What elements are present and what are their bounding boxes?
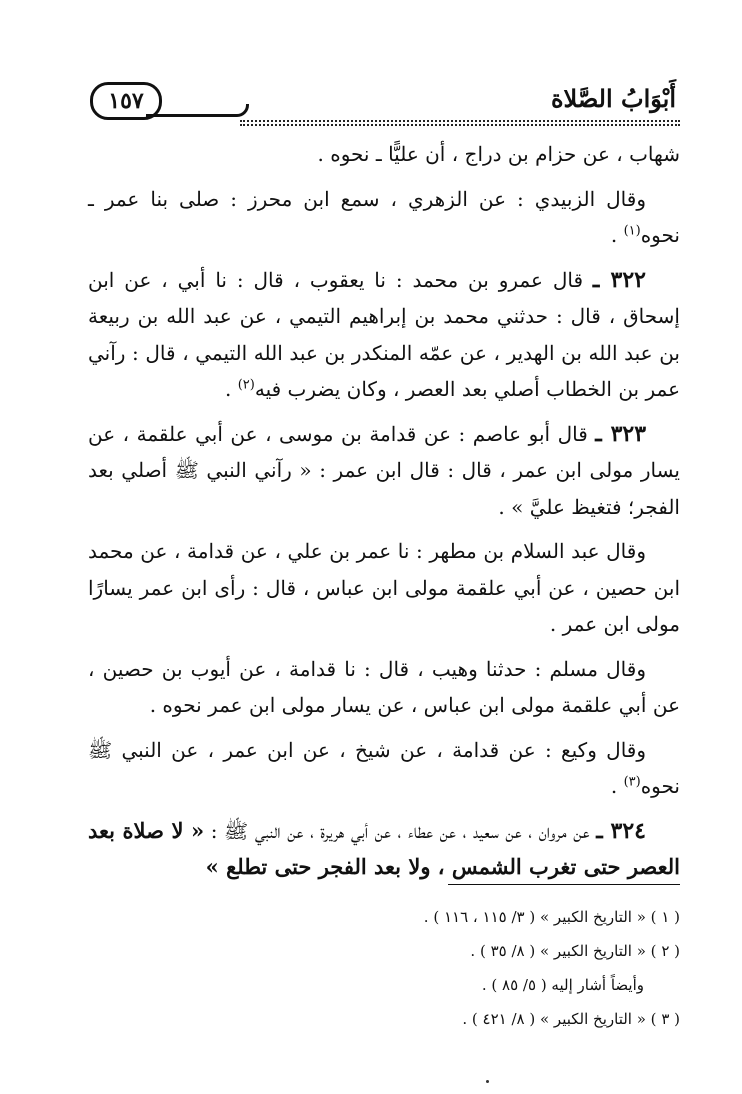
paragraph-text: وقال وكيع : عن قدامة ، عن شيخ ، عن ابن عمر ، عن النبي ﷺ نحوه (88, 737, 680, 798)
paragraph-text: وقال الزبيدي : عن الزهري ، سمع ابن محرز : صلى بنا عمر ـ نحوه (88, 186, 680, 247)
paragraph (88, 181, 680, 254)
hadith-number: ٣٢٣ ـ (595, 420, 647, 447)
paragraph (88, 533, 680, 643)
paragraph-continuation (88, 136, 680, 173)
paragraph-text: عن مروان ، عن سعيد ، عن عطاء ، عن أبي هريرة ، عن النبي ﷺ : (204, 818, 597, 843)
page-mark (486, 1080, 489, 1083)
footnote-3: ( ٣ ) « التاريخ الكبير » ( ٨/ ٤٢١ ) . (462, 1010, 680, 1028)
footnotes (120, 900, 680, 1036)
paragraph-tail: . (610, 223, 624, 247)
paragraph-text: قال أبو عاصم : عن قدامة بن موسى ، عن أبي علقمة ، عن يسار مولى ابن عمر ، قال : قال ابن عمر : « رآني النبي ﷺ أصلي بعد الفجر؛ فتغيظ عليَّ » . (88, 421, 680, 519)
paragraph-text: قال عمرو بن محمد : نا يعقوب ، قال : نا أبي ، عن ابن إسحاق ، قال : حدثني محمد بن إبراهيم التيمي ، عن عبد الله بن ربيعة بن عبد الله بن الهدير ، عن عمّه المنكدر بن عبد الله التيمي ، قال : رآني عمر بن الخطاب أصلي بعد العصر ، وكان يضرب فيه (88, 267, 680, 401)
footnote-1: ( ١ ) « التاريخ الكبير » ( ٣/ ١١٥ ، ١١٦ ) . (423, 908, 680, 926)
paragraph-text: شهاب ، عن حزام بن دراج ، أن عليًّا ـ نحوه . (317, 142, 680, 166)
paragraph-text: وقال عبد السلام بن مطهر : نا عمر بن علي ، عن قدامة ، عن محمد ابن حصين ، عن أبي علقمة مولى ابن عباس ، قال : رأى ابن عمر يسارًا مولى ابن عمر . (88, 539, 680, 636)
paragraph-text: وقال مسلم : حدثنا وهيب ، قال : نا قدامة ، عن أيوب بن حصين ، عن أبي علقمة مولى ابن عباس ، عن يسار مولى ابن عمر نحوه . (88, 656, 680, 717)
header-rule (240, 120, 680, 122)
hadith-entry (88, 813, 680, 886)
running-title: أَبْوَابُ الصَّلاة (550, 84, 676, 113)
paragraph (88, 651, 680, 724)
page-number: ١٥٧ (90, 82, 162, 120)
paragraph-tail: . (610, 774, 624, 798)
header-rule-secondary (240, 124, 680, 126)
hadith-entry (88, 416, 680, 526)
footnote-2-continuation: وأيضاً أشار إليه ( ٥/ ٨٥ ) . (481, 976, 644, 994)
hadith-number: ٣٢٢ ـ (592, 266, 646, 293)
hadith-quote: « لا صلاة بعد العصر حتى تغرب الشمس ، ولا بعد الفجر حتى تطلع » (88, 817, 680, 879)
footnote-ref: (١) (623, 223, 641, 239)
paragraph-tail: . (224, 377, 238, 401)
paragraph (88, 732, 680, 805)
footnote-ref: (٢) (237, 377, 255, 393)
page-header (90, 78, 680, 128)
footnote-separator (448, 884, 680, 885)
hadith-number: ٣٢٤ ـ (596, 817, 646, 844)
footnote-ref: (٣) (623, 774, 641, 790)
body-text (88, 136, 680, 894)
footnote-2: ( ٢ ) « التاريخ الكبير » ( ٨/ ٣٥ ) . (470, 942, 680, 960)
hadith-entry (88, 262, 680, 408)
